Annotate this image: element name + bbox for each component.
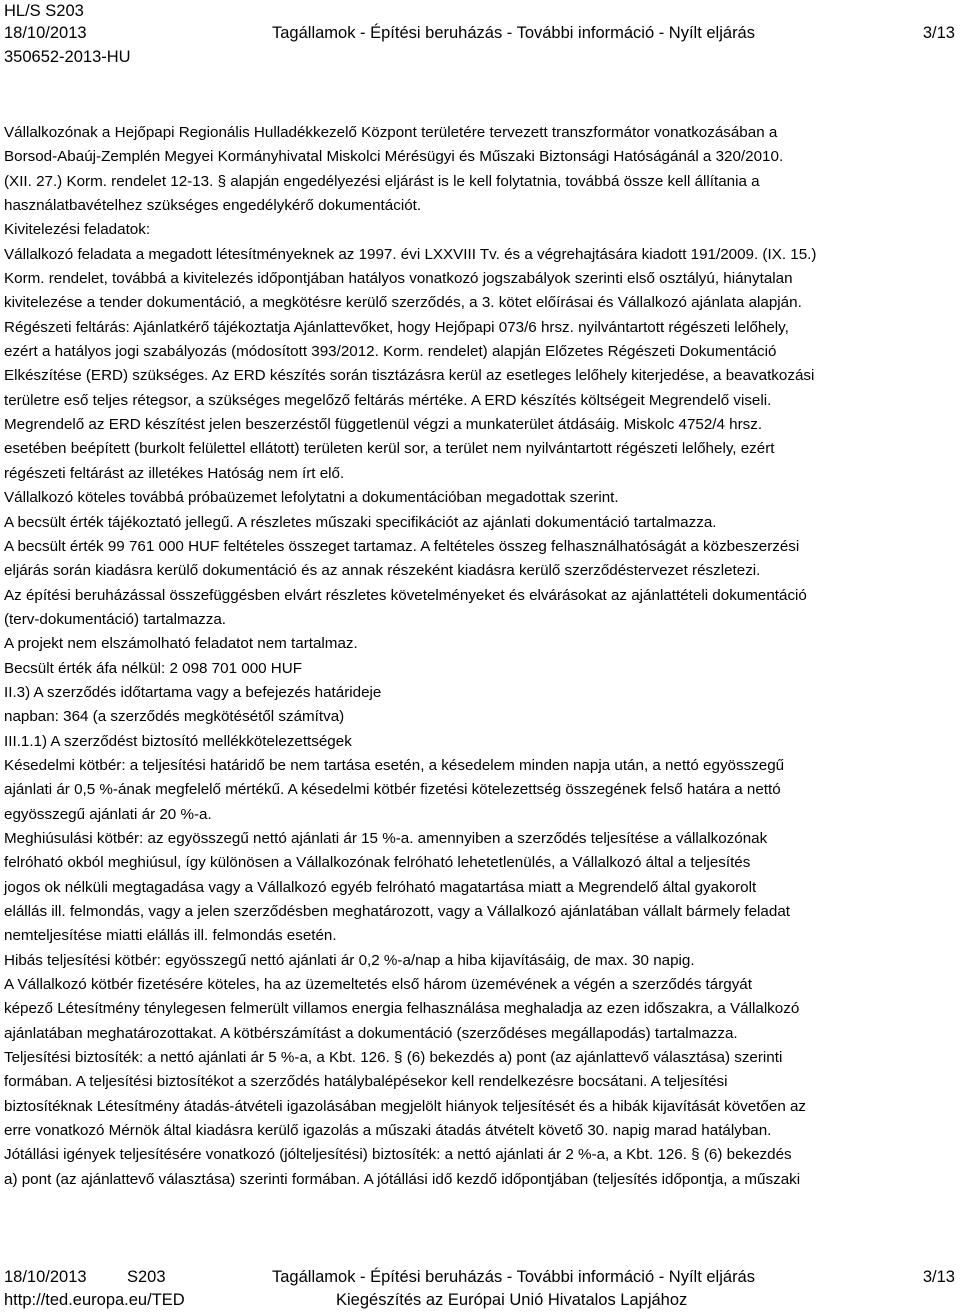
body-text-line: Borsod-Abaúj-Zemplén Megyei Kormányhivatal Miskolci Mérésügyi és Műszaki Biztonsági Hatóságánál a 320/2010. xyxy=(4,148,784,166)
body-text-line: Hibás teljesítési kötbér: egyösszegű nettó ajánlati ár 0,2 %-a/nap a hiba kijavításáig, de max. 30 napig. xyxy=(4,951,695,969)
body-text-line: Régészeti feltárás: Ajánlatkérő tájékoztatja Ajánlattevőket, hogy Hejőpapi 073/6 hrsz. nyilvántartott régészeti lelőhely, xyxy=(4,318,789,336)
body-text-line: Kivitelezési feladatok: xyxy=(4,221,151,239)
body-text-line: Késedelmi kötbér: a teljesítési határidő be nem tartása esetén, a késedelem minden napja után, a nettó egyösszegű xyxy=(4,756,785,774)
header-date: 18/10/2013 xyxy=(4,24,87,42)
document-body xyxy=(4,121,954,1192)
body-text-line: ajánlati ár 0,5 %-ának megfelelő mértékű. A késedelmi kötbér fizetési kötelezettség összegének felső határa a nettó xyxy=(4,781,781,799)
body-text-line: nemteljesítése miatti elállás ill. felmondás esetén. xyxy=(4,927,337,945)
body-text-line: esetében beépített (burkolt felülettel ellátott) területen kerül sor, a terület nem nyilvántartott régészeti lelőhely, ezért xyxy=(4,440,775,458)
body-text-line: A becsült érték 99 761 000 HUF feltételes összeget tartamaz. A feltételes összeg felhasználhatóságát a közbeszerzési xyxy=(4,537,800,555)
body-text-line: Vállalkozó feladata a megadott létesítményeknek az 1997. évi LXXVIII Tv. és a végrehajtására kiadott 191/2009. (IX. 15.) xyxy=(4,245,817,263)
body-text-line: A becsült érték tájékoztató jellegű. A részletes műszaki specifikációt az ajánlati dokumentáció tartalmazza. xyxy=(4,513,717,531)
body-text-line: Meghiúsulási kötbér: az egyösszegű nettó ajánlati ár 15 %-a. amennyiben a szerződés teljesítése a vállalkozónak xyxy=(4,829,768,847)
body-text-line: Korm. rendelet, továbbá a kivitelezés időpontjában hatályos vonatkozó jogszabályok szerinti első osztályú, hiánytalan xyxy=(4,270,793,288)
body-text-line: (terv-dokumentáció) tartalmazza. xyxy=(4,610,226,628)
body-text-line: területre eső teljes rétegsor, a szükséges megelőző feltárás mértéke. A ERD készítés költségeit Megrendelő viseli. xyxy=(4,391,772,409)
body-text-line: III.1.1) A szerződést biztosító mellékkötelezettségek xyxy=(4,732,352,750)
header-title: Tagállamok - Építési beruházás - További információ - Nyílt eljárás xyxy=(272,24,755,42)
body-text-line: egyösszegű ajánlati ár 20 %-a. xyxy=(4,805,212,823)
body-text-line: jogos ok nélküli megtagadása vagy a Vállalkozó egyéb felróható magatartása miatt a Megrendelő által gyakorolt xyxy=(4,878,757,896)
body-text-line: elállás ill. felmondás, vagy a jelen szerződésben meghatározott, vagy a Vállalkozó ajánlatában vállalt bármely feladat xyxy=(4,903,790,920)
body-text-line: régészeti feltárást az illetékes Hatóság nem írt elő. xyxy=(4,464,345,482)
footer-code: S203 xyxy=(127,1268,166,1286)
header-doc-number: 350652-2013-HU xyxy=(4,48,131,66)
body-text-line: biztosítéknak Létesítmény átadás-átvételi igazolásában megjelölt hiányok teljesítését és a hibák kijavítását követően az xyxy=(4,1097,807,1115)
body-text-line: eljárás során kiadásra kerülő dokumentáció és az annak részeként kiadásra kerülő szerződéstervezet részletezi. xyxy=(4,562,761,580)
body-text-line: kivitelezése a tender dokumentáció, a megkötésre kerülő szerződés, a 3. kötet előírásai és Vállalkozó ajánlata alapján. xyxy=(4,294,802,312)
body-text-line: Vállalkozónak a Hejőpapi Regionális Hulladékkezelő Központ területére tervezett transzformátor vonatkozásában a xyxy=(4,124,778,141)
footer-page-number: 3/13 xyxy=(922,1268,955,1286)
body-text-line: napban: 364 (a szerződés megkötésétől számítva) xyxy=(4,708,345,726)
footer-title: Tagállamok - Építési beruházás - További információ - Nyílt eljárás xyxy=(272,1268,755,1286)
footer-date: 18/10/2013 xyxy=(4,1268,87,1286)
body-text-line: A Vállalkozó kötbér fizetésére köteles, ha az üzemeltetés első három üzemévének a végén a szerződés tárgyát xyxy=(4,976,752,994)
header-doc-code: HL/S S203 xyxy=(4,2,84,20)
body-text-line: formában. A teljesítési biztosítékot a szerződés hatálybalépésekor kell rendelkezésre bocsátani. A teljesítési xyxy=(4,1073,728,1091)
body-text-line: erre vonatkozó Mérnök által kiadásra kerülő igazolás a műszaki átadás átvételt követő 30. napig marad hatályban. xyxy=(4,1122,772,1140)
body-text-line: ajánlatában meghatározottakat. A kötbérszámítást a dokumentáció (szerződéses megállapodás) tartalmazza. xyxy=(4,1024,738,1042)
body-text-line: felróható okból meghiúsul, így különösen a Vállalkozónak felróható lehetetlenülés, a Vállalkozó által a teljesítés xyxy=(4,854,751,872)
header-page-number: 3/13 xyxy=(922,24,955,42)
body-text-line: A projekt nem elszámolható feladatot nem tartalmaz. xyxy=(4,635,358,653)
body-text-line: Az építési beruházással összefüggésben elvárt részletes követelményeket és elvárásokat az ajánlattételi dokumentáció xyxy=(4,586,807,604)
body-text-line: Becsült érték áfa nélkül: 2 098 701 000 HUF xyxy=(4,659,303,677)
body-text-line: használatbavételhez szükséges engedélykérő dokumentációt. xyxy=(4,197,422,215)
body-text-line: Megrendelő az ERD készítést jelen beszerzéstől függetlenül végzi a munkaterület átdásáig. Miskolc 4752/4 hrsz. xyxy=(4,416,763,434)
body-text-line: képező Létesítmény ténylegesen felmerült villamos energia felhasználása meghaladja az ezen időszakra, a Vállalkozó xyxy=(4,1000,800,1018)
footer-subtitle: Kiegészítés az Európai Unió Hivatalos Lapjához xyxy=(336,1291,688,1309)
body-text-line: a) pont (az ajánlattevő választása) szerinti formában. A jótállási idő kezdő időpontjában (teljesítés időpontja, a műszaki xyxy=(4,1170,801,1188)
body-text-line: (XII. 27.) Korm. rendelet 12-13. § alapján engedélyezési eljárást is le kell folytatnia, továbbá össze kell állítania a xyxy=(4,172,760,190)
body-text-line: Vállalkozó köteles továbbá próbaüzemet lefolytatni a dokumentációban megadottak szerint. xyxy=(4,489,619,507)
body-text-line: Jótállási igények teljesítésére vonatkozó (jólteljesítési) biztosíték: a nettó ajánlati ár 2 %-a, a Kbt. 126. § (6) bekezdés xyxy=(4,1146,792,1164)
footer-url: http://ted.europa.eu/TED xyxy=(4,1291,185,1309)
body-text-line: ezért a hatályos jogi szabályozás (módosított 393/2012. Korm. rendelet) alapján Előzetes Régészeti Dokumentáció xyxy=(4,343,777,361)
body-text-line: II.3) A szerződés időtartama vagy a befejezés határideje xyxy=(4,683,382,701)
body-text-line: Teljesítési biztosíték: a nettó ajánlati ár 5 %-a, a Kbt. 126. § (6) bekezdés a) pont (az ajánlattevő választása) szerinti xyxy=(4,1049,783,1067)
body-text-line: Elkészítése (ERD) szükséges. Az ERD készítés során tisztázásra kerül az esetleges lelőhely kiterjedése, a beavatkozási xyxy=(4,367,815,385)
